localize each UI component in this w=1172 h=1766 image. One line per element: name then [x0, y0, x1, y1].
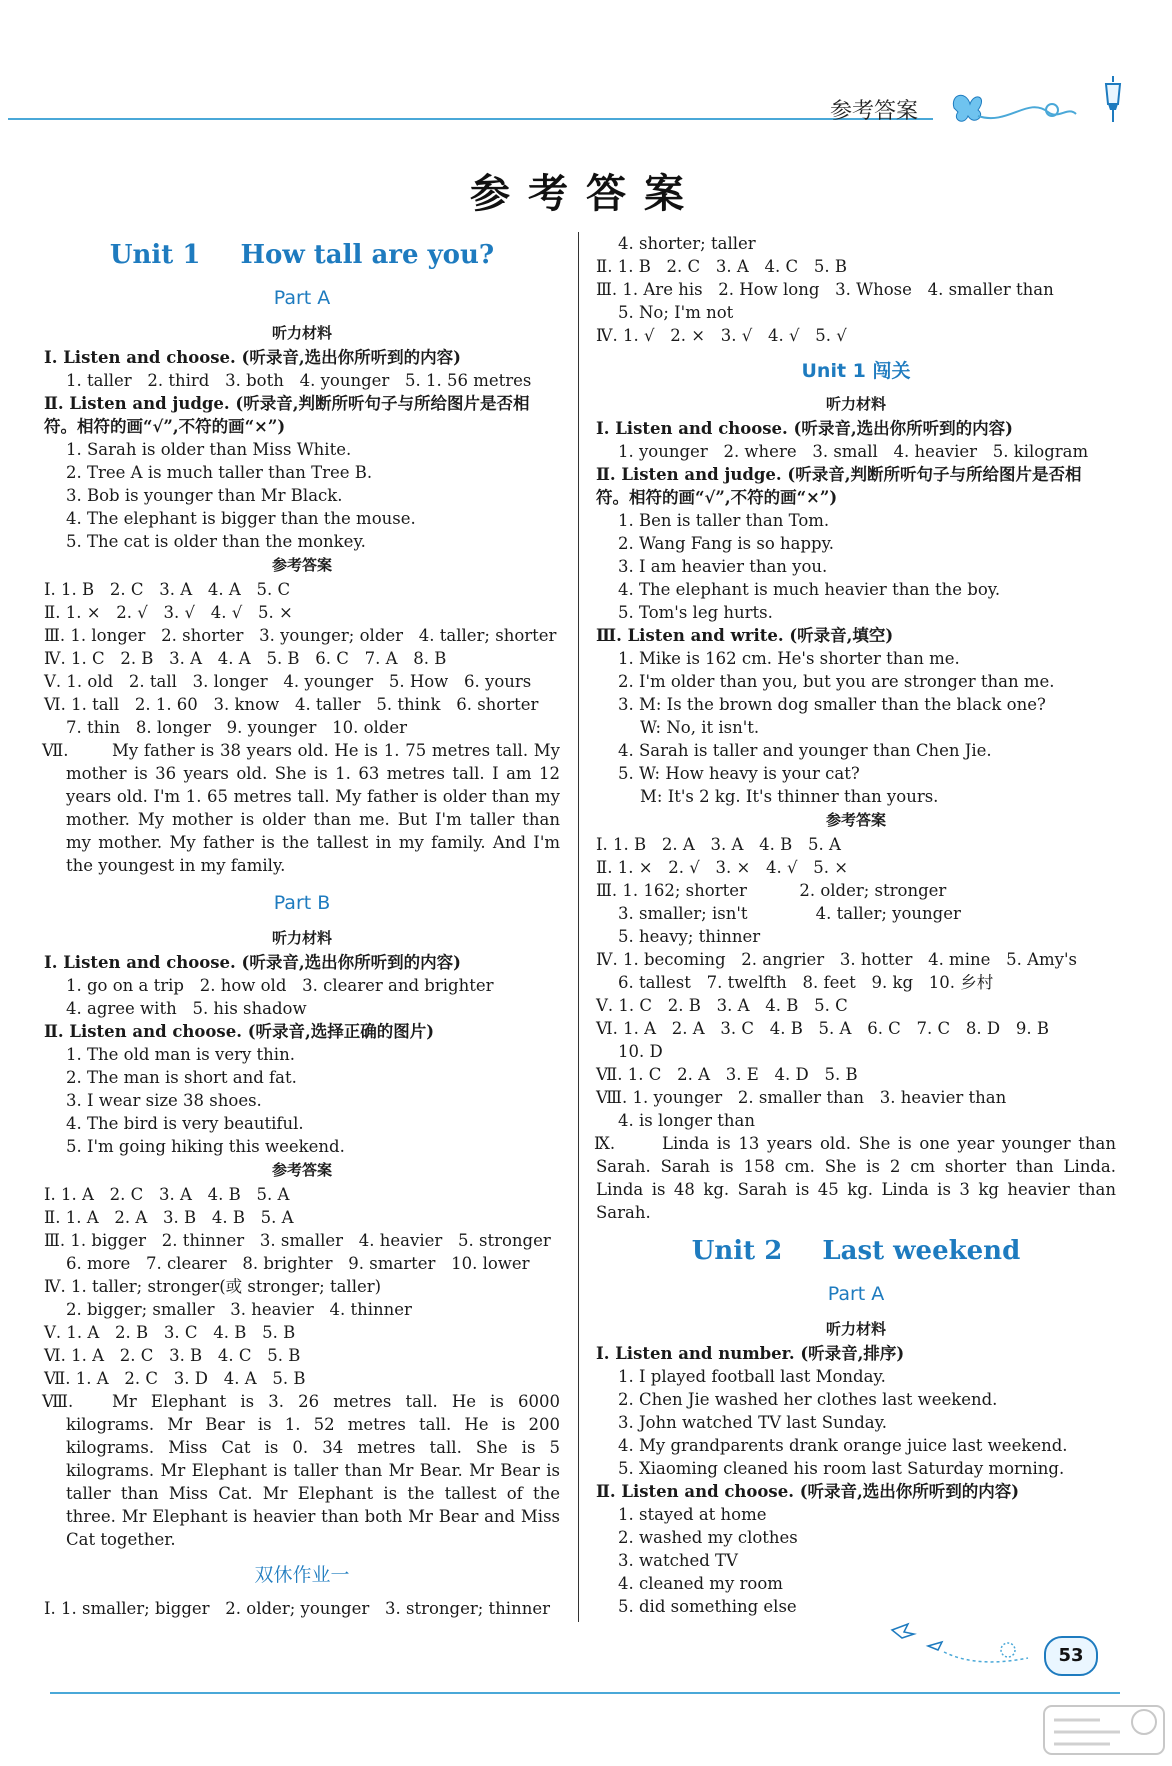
header-rule [8, 118, 933, 120]
unit1-label: Unit 1 [109, 240, 201, 270]
text-line: 2. Chen Jie washed her clothes last weekend. [618, 1390, 998, 1409]
text-line: 2. Wang Fang is so happy. [618, 534, 834, 553]
listening-material-heading: 听力材料 [825, 395, 886, 413]
answer-line: 6. tallest 7. twelfth 8. feet 9. kg 10. 乡村 [618, 973, 994, 992]
text-line: 1. The old man is very thin. [66, 1045, 295, 1064]
answer-line: Ⅲ. 1. bigger 2. thinner 3. smaller 4. heavier 5. stronger [44, 1231, 551, 1250]
answer-line: Ⅱ. 1. × 2. √ 3. × 4. √ 5. × [596, 858, 849, 877]
answer-line: 3. smaller; isn't 4. taller; younger [618, 904, 961, 923]
page-title: 参考答案 [470, 170, 702, 217]
listening-material-heading: 听力材料 [271, 929, 332, 947]
unit1-subtitle: How tall are you? [240, 240, 495, 270]
answer-line: Ⅳ. 1. taller; stronger(或 stronger; taller) [44, 1277, 382, 1296]
text-line: 3. I am heavier than you. [618, 557, 828, 576]
text-line: 4. The elephant is bigger than the mouse. [66, 509, 416, 528]
part-a-title: Part A [273, 287, 331, 309]
text-line: 5. The cat is older than the monkey. [66, 532, 366, 551]
answers-heading: 参考答案 [825, 811, 886, 829]
answer-line: Ⅵ. 1. A 2. C 3. B 4. C 5. B [44, 1346, 301, 1365]
answer-line: 10. D [618, 1042, 663, 1061]
text-line: 1. go on a trip 2. how old 3. clearer and brighter [66, 976, 494, 995]
answer-line: Ⅳ. 1. becoming 2. angrier 3. hotter 4. mine 5. Amy's [596, 950, 1077, 969]
answer-line: 6. more 7. clearer 8. brighter 9. smarter 10. lower [66, 1254, 530, 1273]
answer-line: Ⅰ. 1. B 2. A 3. A 4. B 5. A [596, 835, 841, 854]
text-line: 1. taller 2. third 3. both 4. younger 5. 1. 56 metres [66, 371, 532, 390]
text-line: Ⅰ. Listen and choose. (听录音,选出你所听到的内容) [44, 348, 461, 367]
text-line: Ⅱ. Listen and choose. (听录音,选出你所听到的内容) [596, 1482, 1020, 1501]
listening-material-heading: 听力材料 [271, 324, 332, 342]
weekend-homework-title: 双休作业一 [254, 1564, 350, 1586]
unit1-check-title: Unit 1 闯关 [801, 360, 911, 382]
paragraph-label: Ⅸ. [594, 1134, 616, 1153]
answers-heading: 参考答案 [271, 556, 332, 574]
answer-line: Ⅳ. 1. C 2. B 3. A 4. A 5. B 6. C 7. A 8. B [44, 649, 447, 668]
text-line: Ⅱ. Listen and judge. (听录音,判断所听句子与所给图片是否相 [596, 465, 1082, 484]
answer-line: Ⅲ. 1. longer 2. shorter 3. younger; older 4. taller; shorter [44, 626, 557, 645]
text-line: 5. Tom's leg hurts. [618, 603, 773, 622]
answers-heading: 参考答案 [271, 1161, 332, 1179]
answer-line: 2. bigger; smaller 3. heavier 4. thinner [66, 1300, 412, 1319]
lamp-icon [1098, 74, 1128, 124]
answer-line: Ⅶ. 1. C 2. A 3. E 4. D 5. B [596, 1065, 858, 1084]
header-label: 参考答案 [830, 99, 919, 124]
unit2-label: Unit 2 [691, 1236, 783, 1266]
text-line: Ⅲ. Listen and write. (听录音,填空) [596, 626, 894, 645]
text-line: 符。相符的画“√”,不符的画“×”) [44, 417, 286, 436]
unit2-title [596, 1234, 1116, 1268]
text-line: M: It's 2 kg. It's thinner than yours. [640, 787, 939, 806]
text-line: 1. Mike is 162 cm. He's shorter than me. [618, 649, 960, 668]
left-column [44, 232, 560, 1620]
part-b-title: Part B [273, 892, 331, 914]
text-line: 2. I'm older than you, but you are stronger than me. [618, 672, 1055, 691]
paragraph: Linda is 13 years old. She is one year younger than Sarah. Sarah is 158 cm. She is 2 cm shorter than Linda. Linda is 48 kg. Sarah is 45 kg. Linda is 3 kg heavier than Sarah. [596, 1134, 1116, 1222]
text-line: 4. My grandparents drank orange juice last weekend. [618, 1436, 1068, 1455]
text-line: Ⅱ. Listen and choose. (听录音,选择正确的图片) [44, 1022, 435, 1041]
paragraph: Mr Elephant is 3. 26 metres tall. He is 6000 kilograms. Mr Bear is 1. 52 metres tall. He is 200 kilograms. Miss Cat is 0. 34 metres tall. She is 5 kilograms. Mr Elephant is taller than Mr Bear. Mr Bear is taller than Miss Cat. Mr Elephant is the tallest of the three. Mr Elephant is heavier than both Mr Bear and Miss Cat together. [66, 1392, 560, 1549]
answer-line: Ⅶ. 1. A 2. C 3. D 4. A 5. B [44, 1369, 306, 1388]
text-line: Ⅰ. Listen and choose. (听录音,选出你所听到的内容) [596, 419, 1013, 438]
answer-line: Ⅴ. 1. A 2. B 3. C 4. B 5. B [44, 1323, 296, 1342]
answer-line: Ⅲ. 1. 162; shorter 2. older; stronger [596, 881, 947, 900]
answer-line: Ⅳ. 1. √ 2. × 3. √ 4. √ 5. √ [596, 326, 847, 345]
text-line: W: No, it isn't. [640, 718, 760, 737]
answer-line: Ⅰ. 1. B 2. C 3. A 4. A 5. C [44, 580, 291, 599]
text-line: 1. I played football last Monday. [618, 1367, 886, 1386]
answer-line: Ⅱ. 1. B 2. C 3. A 4. C 5. B [596, 257, 847, 276]
part-a-title: Part A [827, 1283, 885, 1305]
answer-line: Ⅷ. 1. younger 2. smaller than 3. heavier than [596, 1088, 1007, 1107]
answer-line: 4. is longer than [618, 1111, 755, 1130]
text-line: 4. agree with 5. his shadow [66, 999, 307, 1018]
text-line: 1. Ben is taller than Tom. [618, 511, 830, 530]
answer-line: Ⅴ. 1. C 2. B 3. A 4. B 5. C [596, 996, 848, 1015]
text-line: 3. M: Is the brown dog smaller than the black one? [618, 695, 1046, 714]
text-line: 1. younger 2. where 3. small 4. heavier 5. kilogram [618, 442, 1089, 461]
text-line: 符。相符的画“√”,不符的画“×”) [596, 488, 838, 507]
page-number: 53 [1044, 1636, 1098, 1676]
text-line: Ⅰ. Listen and number. (听录音,排序) [596, 1344, 905, 1363]
answer-line: 5. No; I'm not [618, 303, 734, 322]
column-divider [578, 232, 579, 1622]
text-line: 2. The man is short and fat. [66, 1068, 297, 1087]
answer-line: Ⅲ. 1. Are his 2. How long 3. Whose 4. smaller than [596, 280, 1054, 299]
text-line: 4. The elephant is much heavier than the boy. [618, 580, 1001, 599]
text-line: 5. W: How heavy is your cat? [618, 764, 860, 783]
watermark-logo-icon [1040, 1700, 1168, 1760]
answer-line: 7. thin 8. longer 9. younger 10. older [66, 718, 408, 737]
paragraph-label: Ⅶ. [42, 741, 69, 760]
text-line: 5. I'm going hiking this weekend. [66, 1137, 345, 1156]
paragraph-label: Ⅷ. [42, 1392, 74, 1411]
text-line: 4. cleaned my room [618, 1574, 783, 1593]
answer-line: 5. heavy; thinner [618, 927, 761, 946]
text-line: 3. Bob is younger than Mr Black. [66, 486, 343, 505]
text-line: 5. Xiaoming cleaned his room last Saturday morning. [618, 1459, 1065, 1478]
text-line: 2. washed my clothes [618, 1528, 798, 1547]
text-line: 1. Sarah is older than Miss White. [66, 440, 352, 459]
paragraph: My father is 38 years old. He is 1. 75 metres tall. My mother is 36 years old. She is 1. 63 metres tall. I am 12 years old. I'm 1. 65 metres tall. My father is older than my mother. My mother is older than me. But I'm taller than my mother. My father is the tallest in my family. And I'm the youngest in my family. [66, 741, 560, 875]
text-line: 4. The bird is very beautiful. [66, 1114, 304, 1133]
text-line: Ⅱ. Listen and judge. (听录音,判断所听句子与所给图片是否相 [44, 394, 530, 413]
text-line: 3. John watched TV last Sunday. [618, 1413, 888, 1432]
text-line: 1. stayed at home [618, 1505, 767, 1524]
answer-line: Ⅰ. 1. A 2. C 3. A 4. B 5. A [44, 1185, 290, 1204]
answer-line: Ⅵ. 1. A 2. A 3. C 4. B 5. A 6. C 7. C 8. D 9. B [596, 1019, 1049, 1038]
answer-line: 4. shorter; taller [618, 234, 756, 253]
listening-material-heading: 听力材料 [825, 1320, 886, 1338]
right-column [596, 232, 1116, 1618]
text-line: 5. did something else [618, 1597, 797, 1616]
unit2-subtitle: Last weekend [822, 1236, 1021, 1266]
text-line: 3. I wear size 38 shoes. [66, 1091, 262, 1110]
unit1-title [44, 238, 560, 272]
answer-line: Ⅵ. 1. tall 2. 1. 60 3. know 4. taller 5. think 6. shorter [44, 695, 539, 714]
butterfly-icon [948, 86, 1098, 130]
answer-line: Ⅰ. 1. smaller; bigger 2. older; younger 3. stronger; thinner [44, 1599, 550, 1618]
answer-line: Ⅱ. 1. × 2. √ 3. √ 4. √ 5. × [44, 603, 293, 622]
text-line: 3. watched TV [618, 1551, 738, 1570]
fish-decoration-icon [888, 1620, 1038, 1670]
text-line: 4. Sarah is taller and younger than Chen Jie. [618, 741, 992, 760]
answer-line: Ⅱ. 1. A 2. A 3. B 4. B 5. A [44, 1208, 294, 1227]
text-line: Ⅰ. Listen and choose. (听录音,选出你所听到的内容) [44, 953, 461, 972]
text-line: 2. Tree A is much taller than Tree B. [66, 463, 373, 482]
answer-line: Ⅴ. 1. old 2. tall 3. longer 4. younger 5. How 6. yours [44, 672, 532, 691]
footer-rule [50, 1692, 1120, 1694]
